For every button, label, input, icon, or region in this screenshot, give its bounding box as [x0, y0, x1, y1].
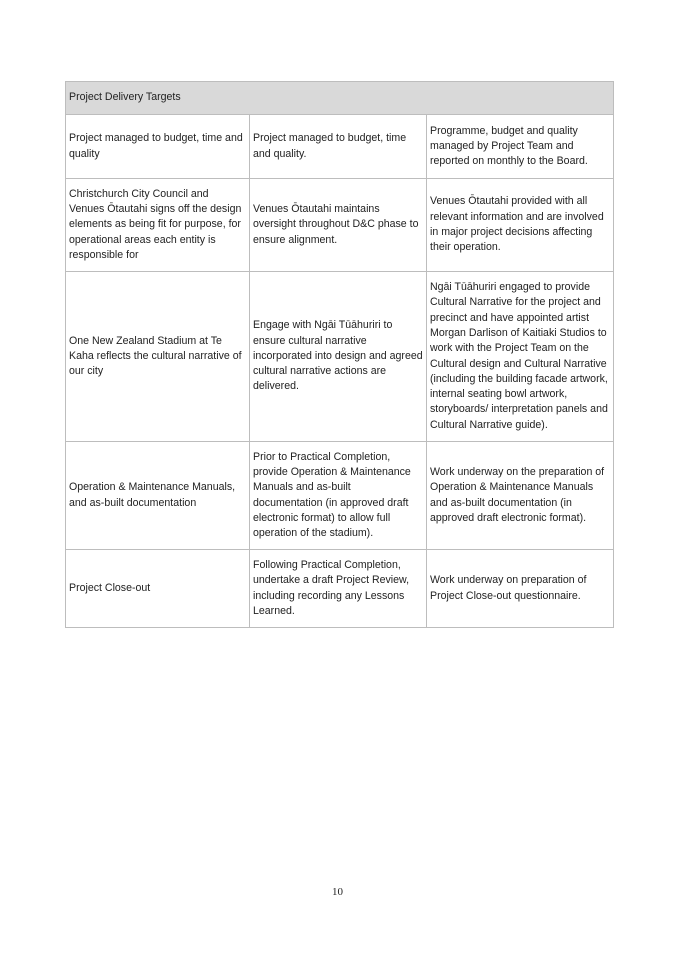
measure-cell: Following Practical Completion, undertake a draft Project Review, including recording any Lessons Learned.	[250, 550, 427, 628]
table-header: Project Delivery Targets	[66, 82, 614, 115]
table-row	[66, 115, 614, 179]
status-cell: Venues Ōtautahi provided with all relevant information and are involved in major project decisions affecting their operation.	[427, 179, 614, 272]
table-row	[66, 442, 614, 550]
target-cell: Project Close-out	[66, 550, 250, 628]
table-row	[66, 272, 614, 442]
target-cell: Operation & Maintenance Manuals, and as-built documentation	[66, 442, 250, 550]
status-cell: Work underway on preparation of Project Close-out questionnaire.	[427, 550, 614, 628]
table-row	[66, 179, 614, 272]
page-number: 10	[332, 886, 343, 898]
status-cell: Ngāi Tūāhuriri engaged to provide Cultural Narrative for the project and precinct and have appointed artist Morgan Darlison of Kaitiaki Studios to work with the Project Team on the Cultural design and Cultural Narrative (including the building facade artwork, internal seating bowl artwork, storyboards/ interpretation panels and Cultural Narrative guide).	[427, 272, 614, 442]
measure-cell: Prior to Practical Completion, provide Operation & Maintenance Manuals and as-built documentation (in approved draft electronic format) to allow full operation of the stadium).	[250, 442, 427, 550]
target-cell: One New Zealand Stadium at Te Kaha reflects the cultural narrative of our city	[66, 272, 250, 442]
measure-cell: Venues Ōtautahi maintains oversight throughout D&C phase to ensure alignment.	[250, 179, 427, 272]
measure-cell: Project managed to budget, time and quality.	[250, 115, 427, 179]
table-header-row	[66, 82, 614, 115]
table-row	[66, 550, 614, 628]
status-cell: Programme, budget and quality managed by Project Team and reported on monthly to the Board.	[427, 115, 614, 179]
target-cell: Christchurch City Council and Venues Ōtautahi signs off the design elements as being fit for purpose, for operational areas each entity is responsible for	[66, 179, 250, 272]
target-cell: Project managed to budget, time and quality	[66, 115, 250, 179]
project-delivery-targets-table	[65, 81, 614, 628]
status-cell: Work underway on the preparation of Operation & Maintenance Manuals and as-built documentation (in approved draft electronic format).	[427, 442, 614, 550]
measure-cell: Engage with Ngāi Tūāhuriri to ensure cultural narrative incorporated into design and agreed cultural narrative actions are delivered.	[250, 272, 427, 442]
